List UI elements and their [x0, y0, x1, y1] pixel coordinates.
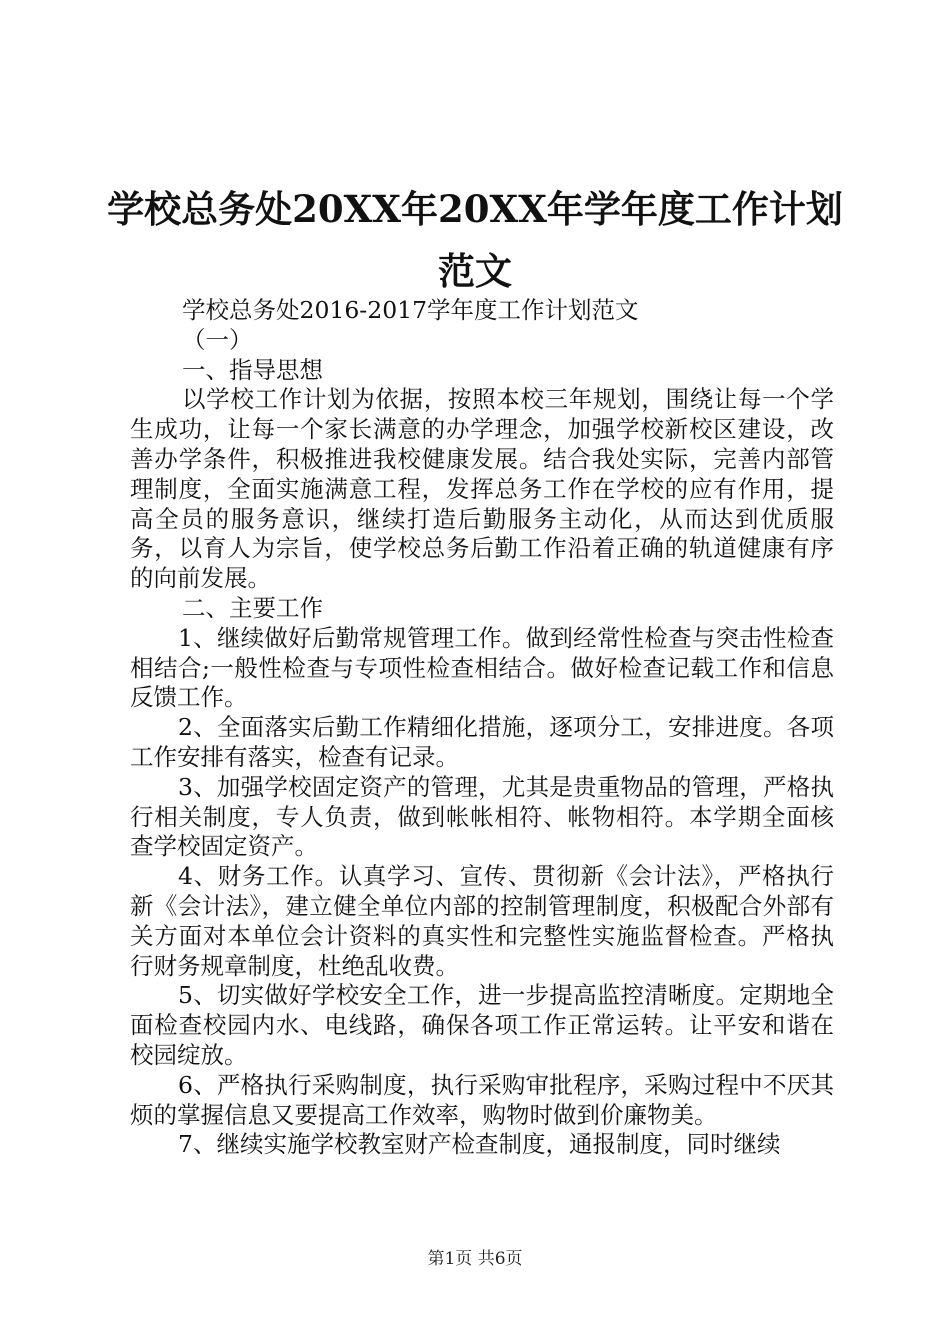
- paragraph-item-6: 6、严格执行采购制度，执行采购审批程序，采购过程中不厌其烦的掌握信息又要提高工作效率，购物时做到价廉物美。: [130, 1070, 834, 1129]
- paragraph-item-5: 5、切实做好学校安全工作，进一步提高监控清晰度。定期地全面检查校园内水、电线路，确保各项工作正常运转。让平安和谐在校园绽放。: [130, 981, 834, 1069]
- paragraph-item-7: 7、继续实施学校教室财产检查制度，通报制度，同时继续: [178, 1130, 781, 1159]
- paragraph-item-4: 4、财务工作。认真学习、宣传、贯彻新《会计法》，严格执行新《会计法》，建立健全单位内部的控制管理制度，积极配合外部有关方面对本单位会计资料的真实性和完整性实施监督检查。严格执行财务规章制度，杜绝乱收费。: [130, 862, 834, 980]
- paragraph-item-2: 2、全面落实后勤工作精细化措施，逐项分工，安排进度。各项工作安排有落实，检查有记录。: [130, 713, 834, 771]
- paragraph-guiding-thought: 以学校工作计划为依据，按照本校三年规划，围绕让每一个学生成功，让每一个家长满意的办学理念，加强学校新校区建设，改善办学条件，积极推进我校健康发展。结合我处实际，完善内部管理制度，全面实施满意工程，发挥总务工作在学校的应有作用，提高全员的服务意识，继续打造后勤服务主动化，从而达到优质服务，以育人为宗旨，使学校总务后勤工作沿着正确的轨道健康有序的向前发展。: [130, 385, 834, 593]
- paragraph-section-number: （一）: [182, 325, 253, 354]
- document-body: [130, 296, 834, 1160]
- page-footer: 第1页 共6页: [427, 1249, 523, 1269]
- paragraph-item-1: 1、继续做好后勤常规管理工作。做到经常性检查与突击性检查相结合;一般性检查与专项性检查相结合。做好检查记载工作和信息反馈工作。: [130, 623, 834, 712]
- heading-main-work: 二、主要工作: [182, 593, 323, 622]
- paragraph-item-3: 3、加强学校固定资产的管理，尤其是贵重物品的管理，严格执行相关制度，专人负责，做到帐帐相符、帐物相符。本学期全面核查学校固定资产。: [130, 772, 834, 861]
- document-title: 学校总务处20XX年20XX年学年度工作计划范文: [107, 187, 843, 293]
- heading-guiding-thought: 一、指导思想: [182, 355, 323, 384]
- paragraph-subtitle: 学校总务处2016-2017学年度工作计划范文: [182, 296, 639, 324]
